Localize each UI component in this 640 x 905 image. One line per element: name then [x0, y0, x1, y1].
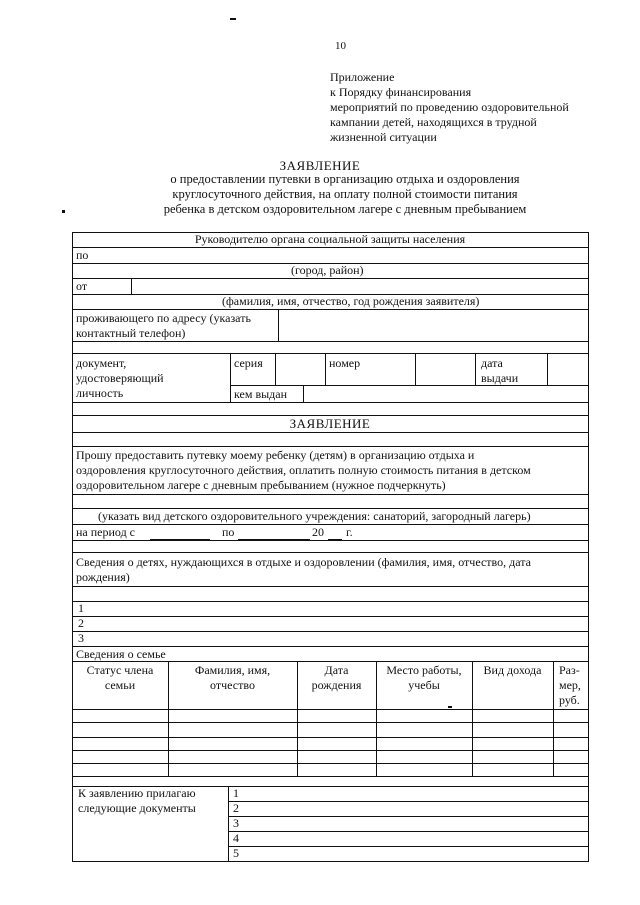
number-label: номер — [329, 356, 361, 370]
table-row[interactable] — [72, 763, 589, 764]
request-text: оздоровительном лагере с дневным пребыванием (нужное подчеркнуть) — [76, 478, 446, 492]
attachment-number: 1 — [233, 786, 239, 800]
residence-label: контактный телефон) — [76, 326, 186, 340]
attachment-number: 5 — [233, 846, 239, 860]
appendix-line: мероприятий по проведению оздоровительной — [330, 100, 569, 114]
document-title: ЗАЯВЛЕНИЕ — [279, 158, 361, 173]
scan-mark — [448, 706, 452, 708]
page-number: 10 — [335, 40, 346, 52]
table-row[interactable] — [72, 709, 589, 710]
column-header: рождения — [311, 678, 362, 692]
cell-divider — [475, 353, 476, 385]
cell-divider — [131, 278, 132, 294]
child-row[interactable] — [72, 631, 589, 632]
appendix-line: к Порядку финансирования — [330, 85, 472, 99]
id-doc-label: документ, — [76, 356, 127, 370]
row-divider — [72, 309, 589, 310]
column-header: учебы — [408, 678, 440, 692]
subtitle-line: круглосуточного действия, на оплату полной стоимости питания — [172, 187, 518, 201]
id-doc-label: удостоверяющий — [76, 371, 164, 385]
row-divider — [72, 661, 589, 662]
cell-divider — [547, 353, 548, 385]
row-divider — [72, 540, 589, 541]
period-year-suffix: г. — [346, 525, 353, 539]
cell-divider — [230, 353, 231, 403]
attachment-row[interactable] — [228, 831, 589, 832]
cell-divider — [415, 353, 416, 385]
table-row[interactable] — [72, 737, 589, 738]
appendix-line: жизненной ситуации — [330, 130, 437, 144]
series-label: серия — [234, 356, 263, 370]
column-divider — [553, 661, 554, 777]
row-divider — [72, 247, 589, 248]
po-label: по — [76, 248, 89, 262]
period-from-label: на период с — [76, 525, 136, 539]
row-divider — [72, 402, 589, 403]
form-border-left — [72, 232, 73, 862]
table-row[interactable] — [72, 722, 589, 723]
attachment-number: 2 — [233, 801, 239, 815]
attachment-row[interactable] — [228, 846, 589, 847]
child-row-number: 2 — [78, 616, 84, 630]
appendix-line: кампании детей, находящихся в трудной — [330, 115, 537, 129]
form-border-bottom — [72, 861, 589, 862]
scan-mark — [62, 210, 65, 213]
attachment-row[interactable] — [228, 801, 589, 802]
appendix-line: Приложение — [330, 70, 395, 84]
row-divider — [72, 601, 589, 602]
column-header: руб. — [559, 693, 580, 707]
form-border-right — [588, 232, 589, 862]
request-text: Прошу предоставить путевку моему ребенку (детям) в организацию отдыха и — [76, 448, 475, 462]
column-header: Дата — [324, 663, 349, 677]
row-divider — [72, 524, 589, 525]
attachments-label: К заявлению прилагаю — [78, 786, 196, 800]
row-divider — [230, 385, 589, 386]
institution-hint: (указать вид детского оздоровительного учреждения: санаторий, загородный лагерь) — [98, 509, 531, 523]
cell-divider — [278, 309, 279, 342]
applicant-hint: (фамилия, имя, отчество, год рождения заявителя) — [222, 294, 480, 308]
column-header: Раз- — [559, 663, 580, 677]
attachment-number: 4 — [233, 831, 239, 845]
request-text: оздоровления круглосуточного действия, оплатить полную стоимость питания в детском — [76, 463, 531, 477]
row-divider — [72, 586, 589, 587]
subtitle-line: ребенка в детском оздоровительном лагере с дневным пребыванием — [163, 202, 527, 216]
column-header: Вид дохода — [483, 663, 542, 677]
table-row[interactable] — [72, 776, 589, 777]
column-divider — [228, 786, 229, 862]
column-header: мер, — [559, 678, 581, 692]
city-hint: (город, район) — [291, 263, 364, 277]
row-divider — [72, 341, 589, 342]
row-divider — [72, 278, 589, 279]
attachments-label: следующие документы — [78, 801, 196, 815]
family-section-title: Сведения о семье — [76, 647, 166, 661]
document-subtitle — [80, 172, 610, 217]
residence-label: проживающего по адресу (указать — [76, 311, 251, 325]
id-doc-label: личность — [76, 386, 124, 400]
scan-mark — [230, 18, 236, 20]
addressee: Руководителю органа социальной защиты населения — [194, 232, 466, 246]
table-row[interactable] — [72, 750, 589, 751]
children-info: рождения) — [76, 570, 130, 584]
issued-by-label: кем выдан — [234, 387, 288, 401]
subtitle-line: о предоставлении путевки в организацию отдыха и оздоровления — [170, 172, 520, 186]
row-divider — [72, 353, 589, 354]
ot-label: от — [76, 279, 88, 293]
row-divider — [72, 494, 589, 495]
appendix-note — [330, 70, 569, 145]
column-header: Статус члена — [86, 663, 154, 677]
column-header: отчество — [210, 678, 255, 692]
cell-divider — [275, 353, 276, 385]
cell-divider — [303, 385, 304, 403]
issue-date-label: дата — [481, 356, 503, 370]
row-divider — [72, 432, 589, 433]
section-title: ЗАЯВЛЕНИЕ — [289, 416, 371, 431]
child-row-number: 1 — [78, 601, 84, 615]
child-row-number: 3 — [78, 631, 84, 645]
column-header: Место работы, — [386, 663, 462, 677]
children-info: Сведения о детях, нуждающихся в отдыхе и оздоровлении (фамилия, имя, отчество, дата — [76, 555, 531, 569]
column-divider — [472, 661, 473, 777]
child-row[interactable] — [72, 616, 589, 617]
period-to-label: по — [222, 525, 235, 539]
issue-date-label: выдачи — [481, 371, 519, 385]
period-year: 20 — [312, 525, 324, 539]
attachment-row[interactable] — [228, 816, 589, 817]
cell-divider — [325, 353, 326, 385]
column-header: Фамилия, имя, — [194, 663, 271, 677]
row-divider — [72, 552, 589, 553]
column-header: семьи — [104, 678, 136, 692]
attachment-number: 3 — [233, 816, 239, 830]
row-divider — [72, 446, 589, 447]
